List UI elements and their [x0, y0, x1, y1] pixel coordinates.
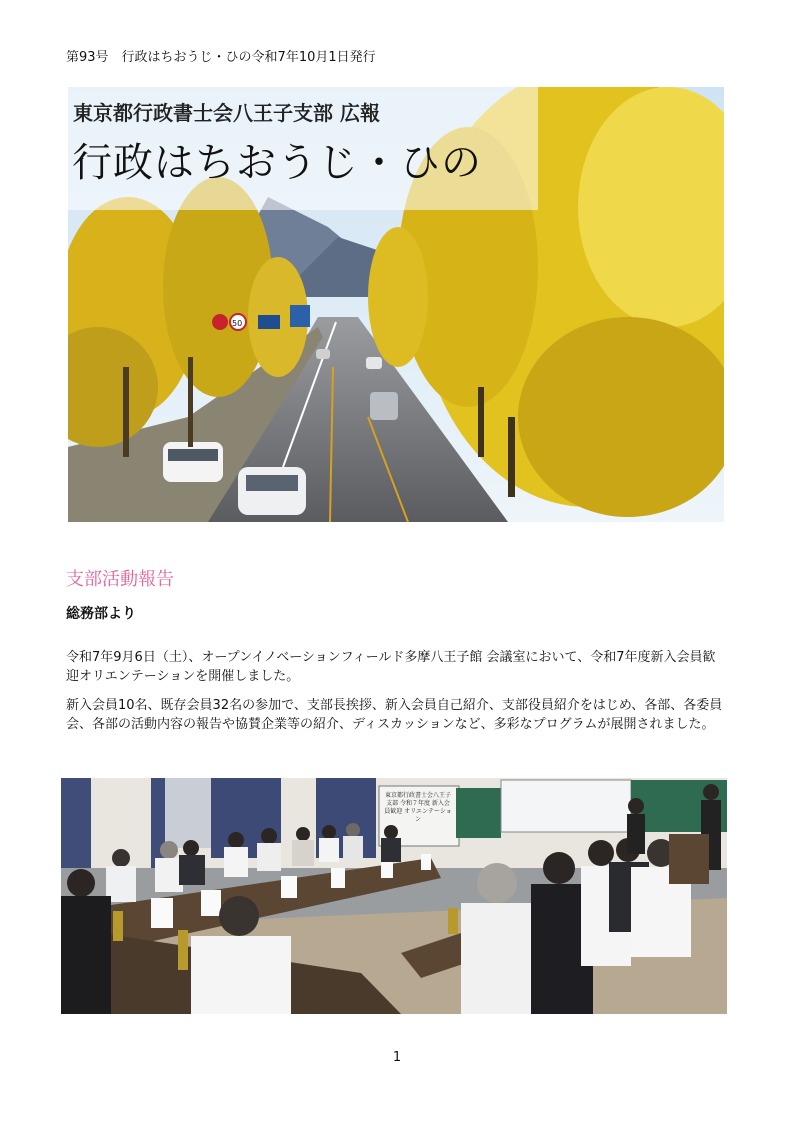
- report-paragraph: 令和7年9月6日（土）、オープンイノベーションフィールド多摩八王子館 会議室において、令和7年度新入会員歓迎オリエンテーションを開催しました。: [66, 650, 716, 684]
- masthead-title: 行政はちおうじ・ひの: [72, 140, 482, 186]
- page-number: 1: [392, 1050, 402, 1065]
- masthead-subtitle: 東京都行政書士会八王子支部 広報: [73, 101, 380, 125]
- issue-line: 第93号 行政はちおうじ・ひの令和7年10月1日発行: [66, 50, 376, 65]
- cover-photo: [68, 87, 724, 522]
- report-paragraph: 新入会員10名、既存会員32名の参加で、支部長挨拶、新入会員自己紹介、支部役員紹介をはじめ、各部、各委員会、各部の活動内容の報告や協賛企業等の紹介、ディスカッションなど、多彩なプログラムが展開されました。: [66, 698, 723, 732]
- orientation-photo: [61, 778, 727, 1014]
- department-heading: 総務部より: [66, 606, 136, 622]
- orientation-board-text: 東京都行政書士会八王子支部 令和７年度 新入会員歓迎 オリエンテーション: [384, 792, 452, 823]
- section-title: 支部活動報告: [66, 569, 174, 590]
- speed-limit-sign: 50: [232, 319, 243, 328]
